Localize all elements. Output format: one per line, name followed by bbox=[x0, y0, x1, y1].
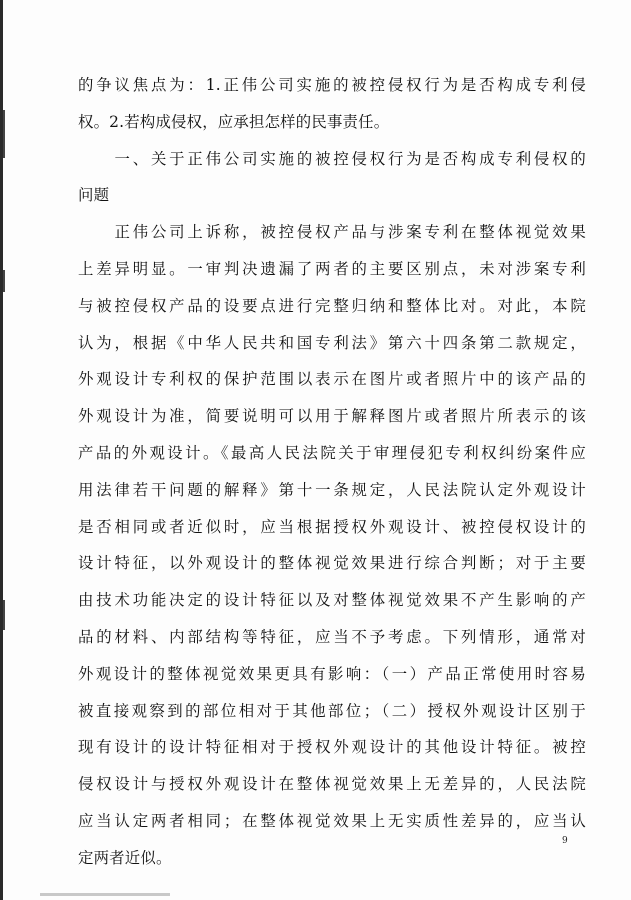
text-line: 应当认定两者相同；在整体视觉效果上无实质性差异的，应当认 bbox=[78, 811, 586, 830]
text-line: 认为，根据《中华人民共和国专利法》第六十四条第二款规定， bbox=[78, 333, 586, 352]
scan-edge-mark bbox=[3, 600, 5, 630]
text-line: 外观设计专利权的保护范围以表示在图片或者照片中的该产品的 bbox=[78, 370, 586, 389]
text-line: 的争议焦点为：1.正伟公司实施的被控侵权行为是否构成专利侵 bbox=[78, 76, 586, 94]
scan-edge-mark bbox=[3, 110, 5, 158]
text-line: 上差异明显。一审判决遗漏了两者的主要区别点，未对涉案专利 bbox=[78, 259, 586, 278]
text-line: 产品的外观设计。《最高人民法院关于审理侵犯专利权纠纷案件应 bbox=[78, 443, 586, 462]
body-text bbox=[78, 67, 586, 877]
page-number: 9 bbox=[562, 836, 568, 846]
text-line: 外观设计为准，简要说明可以用于解释图片或者照片所表示的该 bbox=[78, 407, 586, 426]
text-line: 定两者近似。 bbox=[78, 848, 172, 867]
section-heading-line: 问题 bbox=[78, 186, 110, 205]
text-line: 被直接观察到的部位相对于其他部位；（二）授权外观设计区别于 bbox=[78, 701, 586, 720]
text-line: 用法律若干问题的解释》第十一条规定，人民法院认定外观设计 bbox=[78, 480, 586, 499]
section-heading-line: 一、关于正伟公司实施的被控侵权行为是否构成专利侵权的 bbox=[78, 149, 586, 168]
text-line: 是否相同或者近似时，应当根据授权外观设计、被控侵权设计的 bbox=[78, 517, 586, 536]
text-line: 现有设计的设计特征相对于授权外观设计的其他设计特征。被控 bbox=[78, 738, 586, 757]
text-line: 侵权设计与授权外观设计在整体视觉效果上无差异的，人民法院 bbox=[78, 775, 586, 794]
scan-smudge bbox=[40, 893, 170, 896]
text-line: 权。2.若构成侵权，应承担怎样的民事责任。 bbox=[78, 112, 390, 131]
text-line: 与被控侵权产品的设要点进行完整归纳和整体比对。对此，本院 bbox=[78, 296, 586, 315]
scan-edge-mark bbox=[3, 270, 5, 292]
text-line: 由技术功能决定的设计特征以及对整体视觉效果不产生影响的产 bbox=[78, 591, 586, 610]
text-line: 品的材料、内部结构等特征，应当不予考虑。下列情形，通常对 bbox=[78, 627, 586, 646]
text-line: 设计特征，以外观设计的整体视觉效果进行综合判断；对于主要 bbox=[78, 554, 586, 573]
text-line: 外观设计的整体视觉效果更具有影响：（一）产品正常使用时容易 bbox=[78, 664, 586, 683]
text-line: 正伟公司上诉称，被控侵权产品与涉案专利在整体视觉效果 bbox=[78, 223, 586, 242]
